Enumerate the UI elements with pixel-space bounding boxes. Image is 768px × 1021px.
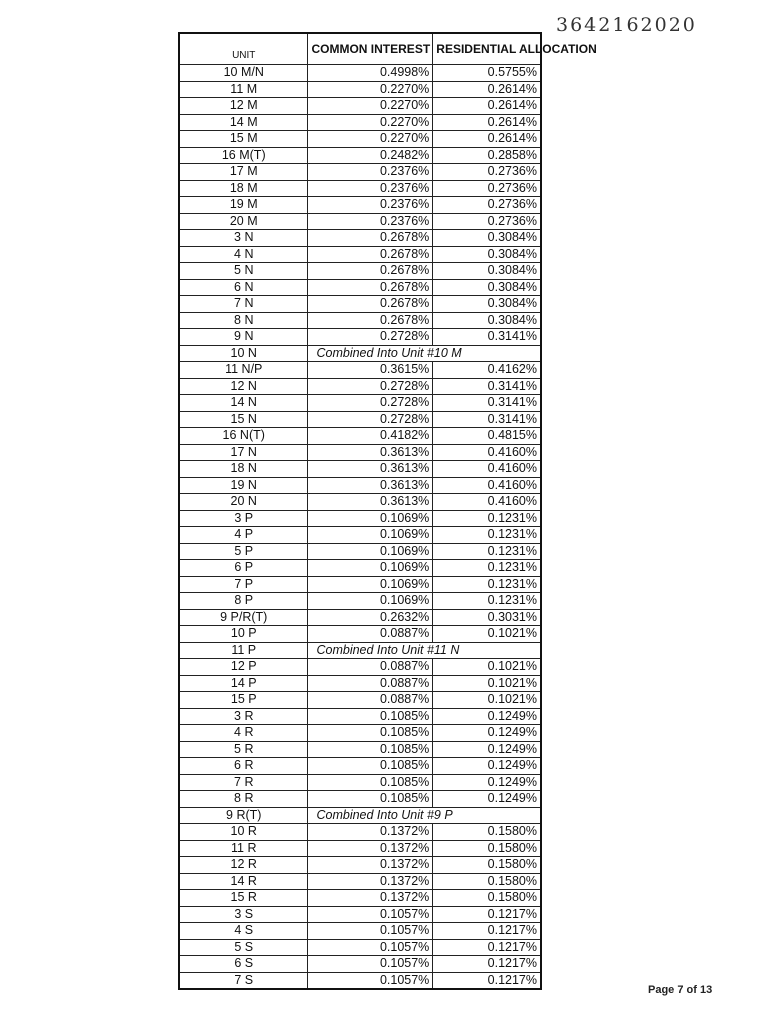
unit-cell: 16 M(T)	[179, 147, 308, 164]
unit-cell: 14 M	[179, 114, 308, 131]
common-interest-cell: 0.2376%	[308, 180, 433, 197]
table-row	[179, 642, 541, 659]
common-interest-cell: 0.1069%	[308, 510, 433, 527]
unit-cell: 3 P	[179, 510, 308, 527]
residential-allocation-cell: 0.1580%	[433, 890, 541, 907]
residential-allocation-cell: 0.3084%	[433, 279, 541, 296]
common-interest-cell: 0.1069%	[308, 593, 433, 610]
residential-allocation-cell: 0.4160%	[433, 461, 541, 478]
unit-cell: 11 R	[179, 840, 308, 857]
residential-allocation-cell: 0.1249%	[433, 791, 541, 808]
common-interest-cell: 0.4998%	[308, 65, 433, 82]
residential-allocation-cell: 0.1249%	[433, 758, 541, 775]
common-interest-cell: 0.1057%	[308, 906, 433, 923]
residential-allocation-cell: 0.1249%	[433, 725, 541, 742]
common-interest-cell: 0.2376%	[308, 213, 433, 230]
table-row	[179, 114, 541, 131]
common-interest-cell: 0.1057%	[308, 956, 433, 973]
unit-cell: 20 N	[179, 494, 308, 511]
unit-cell: 12 N	[179, 378, 308, 395]
unit-cell: 5 R	[179, 741, 308, 758]
unit-cell: 6 N	[179, 279, 308, 296]
table-row	[179, 444, 541, 461]
table-row	[179, 329, 541, 346]
unit-cell: 12 M	[179, 98, 308, 115]
table-row	[179, 857, 541, 874]
unit-cell: 11 N/P	[179, 362, 308, 379]
residential-allocation-cell: 0.3084%	[433, 230, 541, 247]
residential-allocation-cell: 0.1021%	[433, 626, 541, 643]
unit-cell: 18 M	[179, 180, 308, 197]
table-row	[179, 824, 541, 841]
residential-allocation-cell: 0.1231%	[433, 527, 541, 544]
common-interest-cell: 0.3613%	[308, 461, 433, 478]
table-row	[179, 494, 541, 511]
residential-allocation-cell: 0.1580%	[433, 857, 541, 874]
common-interest-cell: 0.1372%	[308, 873, 433, 890]
residential-allocation-cell: 0.4815%	[433, 428, 541, 445]
residential-allocation-cell: 0.3084%	[433, 296, 541, 313]
table-row	[179, 164, 541, 181]
common-interest-cell: 0.1372%	[308, 857, 433, 874]
table-row	[179, 840, 541, 857]
common-interest-cell: 0.1057%	[308, 972, 433, 989]
table-row	[179, 692, 541, 709]
document-id: 3642162020	[556, 14, 697, 36]
table-row	[179, 560, 541, 577]
header-row	[179, 33, 541, 65]
table-row	[179, 180, 541, 197]
common-interest-cell: 0.1085%	[308, 791, 433, 808]
table-row	[179, 362, 541, 379]
common-interest-cell: 0.0887%	[308, 659, 433, 676]
table-row	[179, 774, 541, 791]
table-row	[179, 312, 541, 329]
table-row	[179, 626, 541, 643]
common-interest-cell: 0.1085%	[308, 725, 433, 742]
table-row	[179, 543, 541, 560]
unit-cell: 15 N	[179, 411, 308, 428]
common-interest-cell: 0.2678%	[308, 312, 433, 329]
table-row	[179, 131, 541, 148]
unit-cell: 10 R	[179, 824, 308, 841]
table-row	[179, 395, 541, 412]
unit-cell: 7 N	[179, 296, 308, 313]
table-row	[179, 527, 541, 544]
unit-cell: 8 R	[179, 791, 308, 808]
common-interest-cell: 0.3615%	[308, 362, 433, 379]
residential-allocation-cell: 0.1217%	[433, 972, 541, 989]
residential-allocation-cell: 0.3141%	[433, 395, 541, 412]
common-interest-cell: 0.2632%	[308, 609, 433, 626]
common-interest-cell: 0.3613%	[308, 494, 433, 511]
table-row	[179, 609, 541, 626]
table-row	[179, 708, 541, 725]
table-row	[179, 378, 541, 395]
residential-allocation-cell: 0.1217%	[433, 939, 541, 956]
unit-cell: 11 M	[179, 81, 308, 98]
unit-cell: 17 M	[179, 164, 308, 181]
common-interest-cell: 0.3613%	[308, 444, 433, 461]
table-row	[179, 65, 541, 82]
table-row	[179, 890, 541, 907]
residential-allocation-cell: 0.3084%	[433, 312, 541, 329]
residential-allocation-cell: 0.1580%	[433, 873, 541, 890]
residential-allocation-cell: 0.1580%	[433, 840, 541, 857]
unit-cell: 6 P	[179, 560, 308, 577]
residential-allocation-cell: 0.1249%	[433, 774, 541, 791]
table-row	[179, 939, 541, 956]
table-row	[179, 197, 541, 214]
common-interest-cell: 0.2678%	[308, 296, 433, 313]
residential-allocation-cell: 0.1249%	[433, 741, 541, 758]
common-interest-cell: 0.1085%	[308, 774, 433, 791]
common-interest-cell: 0.2728%	[308, 378, 433, 395]
common-interest-cell: 0.2376%	[308, 197, 433, 214]
table-row	[179, 428, 541, 445]
page-number: Page 7 of 13	[648, 984, 713, 996]
table-row	[179, 81, 541, 98]
table-row	[179, 923, 541, 940]
common-interest-cell: 0.1069%	[308, 527, 433, 544]
unit-cell: 19 M	[179, 197, 308, 214]
residential-allocation-cell: 0.2614%	[433, 114, 541, 131]
residential-allocation-cell: 0.1231%	[433, 560, 541, 577]
unit-cell: 19 N	[179, 477, 308, 494]
table-row	[179, 98, 541, 115]
combined-note-cell: Combined Into Unit #11 N	[308, 642, 541, 659]
unit-cell: 17 N	[179, 444, 308, 461]
combined-note-cell: Combined Into Unit #9 P	[308, 807, 541, 824]
common-interest-cell: 0.1085%	[308, 708, 433, 725]
residential-allocation-cell: 0.3084%	[433, 263, 541, 280]
header-common-interest: COMMON INTEREST	[308, 33, 433, 65]
table-row	[179, 659, 541, 676]
residential-allocation-cell: 0.3141%	[433, 378, 541, 395]
common-interest-cell: 0.2270%	[308, 81, 433, 98]
unit-cell: 14 N	[179, 395, 308, 412]
residential-allocation-cell: 0.2736%	[433, 164, 541, 181]
table-row	[179, 725, 541, 742]
common-interest-cell: 0.2728%	[308, 395, 433, 412]
table-row	[179, 956, 541, 973]
table-row	[179, 510, 541, 527]
residential-allocation-cell: 0.4160%	[433, 444, 541, 461]
common-interest-cell: 0.1069%	[308, 576, 433, 593]
common-interest-cell: 0.0887%	[308, 692, 433, 709]
common-interest-cell: 0.0887%	[308, 626, 433, 643]
common-interest-cell: 0.2678%	[308, 230, 433, 247]
unit-cell: 20 M	[179, 213, 308, 230]
unit-cell: 3 R	[179, 708, 308, 725]
unit-cell: 7 S	[179, 972, 308, 989]
unit-cell: 9 P/R(T)	[179, 609, 308, 626]
residential-allocation-cell: 0.4162%	[433, 362, 541, 379]
common-interest-cell: 0.2270%	[308, 114, 433, 131]
residential-allocation-cell: 0.1217%	[433, 923, 541, 940]
unit-cell: 4 R	[179, 725, 308, 742]
residential-allocation-cell: 0.1021%	[433, 692, 541, 709]
combined-note-cell: Combined Into Unit #10 M	[308, 345, 541, 362]
table-row	[179, 972, 541, 989]
unit-cell: 7 R	[179, 774, 308, 791]
common-interest-cell: 0.1057%	[308, 939, 433, 956]
residential-allocation-cell: 0.1231%	[433, 543, 541, 560]
unit-cell: 14 R	[179, 873, 308, 890]
unit-cell: 4 S	[179, 923, 308, 940]
common-interest-cell: 0.2728%	[308, 411, 433, 428]
unit-cell: 9 N	[179, 329, 308, 346]
table-row	[179, 296, 541, 313]
table-row	[179, 593, 541, 610]
table-row	[179, 576, 541, 593]
table-row	[179, 279, 541, 296]
residential-allocation-cell: 0.3141%	[433, 411, 541, 428]
table-row	[179, 263, 541, 280]
table-row	[179, 791, 541, 808]
common-interest-cell: 0.2270%	[308, 131, 433, 148]
common-interest-cell: 0.2678%	[308, 246, 433, 263]
unit-cell: 10 P	[179, 626, 308, 643]
common-interest-cell: 0.1069%	[308, 543, 433, 560]
common-interest-cell: 0.2376%	[308, 164, 433, 181]
residential-allocation-cell: 0.5755%	[433, 65, 541, 82]
unit-cell: 16 N(T)	[179, 428, 308, 445]
unit-cell: 5 N	[179, 263, 308, 280]
unit-cell: 12 R	[179, 857, 308, 874]
table-row	[179, 246, 541, 263]
residential-allocation-cell: 0.2858%	[433, 147, 541, 164]
residential-allocation-cell: 0.3141%	[433, 329, 541, 346]
residential-allocation-cell: 0.1021%	[433, 675, 541, 692]
unit-cell: 10 M/N	[179, 65, 308, 82]
table-row	[179, 213, 541, 230]
unit-cell: 9 R(T)	[179, 807, 308, 824]
common-interest-cell: 0.4182%	[308, 428, 433, 445]
common-interest-cell: 0.1085%	[308, 758, 433, 775]
residential-allocation-cell: 0.1231%	[433, 510, 541, 527]
common-interest-cell: 0.2678%	[308, 279, 433, 296]
unit-cell: 5 P	[179, 543, 308, 560]
unit-cell: 18 N	[179, 461, 308, 478]
residential-allocation-cell: 0.1231%	[433, 593, 541, 610]
residential-allocation-cell: 0.2736%	[433, 213, 541, 230]
common-interest-cell: 0.2482%	[308, 147, 433, 164]
residential-allocation-cell: 0.2614%	[433, 81, 541, 98]
table-row	[179, 230, 541, 247]
residential-allocation-cell: 0.4160%	[433, 477, 541, 494]
unit-cell: 8 P	[179, 593, 308, 610]
common-interest-cell: 0.1057%	[308, 923, 433, 940]
header-unit: UNIT	[179, 33, 308, 65]
table-row	[179, 675, 541, 692]
unit-cell: 8 N	[179, 312, 308, 329]
residential-allocation-cell: 0.2736%	[433, 180, 541, 197]
unit-cell: 14 P	[179, 675, 308, 692]
unit-cell: 6 S	[179, 956, 308, 973]
residential-allocation-cell: 0.3084%	[433, 246, 541, 263]
residential-allocation-cell: 0.3031%	[433, 609, 541, 626]
common-interest-cell: 0.2678%	[308, 263, 433, 280]
residential-allocation-cell: 0.1217%	[433, 906, 541, 923]
residential-allocation-cell: 0.2614%	[433, 131, 541, 148]
allocation-table	[178, 32, 597, 990]
table-row	[179, 147, 541, 164]
residential-allocation-cell: 0.1021%	[433, 659, 541, 676]
unit-cell: 15 R	[179, 890, 308, 907]
unit-cell: 7 P	[179, 576, 308, 593]
residential-allocation-cell: 0.2614%	[433, 98, 541, 115]
table-row	[179, 741, 541, 758]
common-interest-cell: 0.2728%	[308, 329, 433, 346]
common-interest-cell: 0.2270%	[308, 98, 433, 115]
residential-allocation-cell: 0.4160%	[433, 494, 541, 511]
table-body	[179, 65, 541, 990]
residential-allocation-cell: 0.1231%	[433, 576, 541, 593]
common-interest-cell: 0.1372%	[308, 840, 433, 857]
table-row	[179, 758, 541, 775]
common-interest-cell: 0.0887%	[308, 675, 433, 692]
common-interest-cell: 0.1372%	[308, 890, 433, 907]
unit-cell: 15 M	[179, 131, 308, 148]
table-row	[179, 873, 541, 890]
header-residential-allocation: RESIDENTIAL ALLOCATION	[433, 33, 541, 65]
common-interest-cell: 0.3613%	[308, 477, 433, 494]
table-row	[179, 477, 541, 494]
unit-cell: 3 S	[179, 906, 308, 923]
residential-allocation-cell: 0.2736%	[433, 197, 541, 214]
unit-cell: 10 N	[179, 345, 308, 362]
unit-cell: 4 P	[179, 527, 308, 544]
table-row	[179, 461, 541, 478]
unit-cell: 6 R	[179, 758, 308, 775]
residential-allocation-cell: 0.1580%	[433, 824, 541, 841]
common-interest-cell: 0.1069%	[308, 560, 433, 577]
unit-cell: 5 S	[179, 939, 308, 956]
common-interest-cell: 0.1372%	[308, 824, 433, 841]
residential-allocation-cell: 0.1217%	[433, 956, 541, 973]
residential-allocation-cell: 0.1249%	[433, 708, 541, 725]
common-interest-cell: 0.1085%	[308, 741, 433, 758]
unit-cell: 11 P	[179, 642, 308, 659]
table-row	[179, 345, 541, 362]
unit-cell: 3 N	[179, 230, 308, 247]
unit-cell: 12 P	[179, 659, 308, 676]
unit-cell: 4 N	[179, 246, 308, 263]
table-row	[179, 906, 541, 923]
table-row	[179, 807, 541, 824]
table-row	[179, 411, 541, 428]
unit-cell: 15 P	[179, 692, 308, 709]
